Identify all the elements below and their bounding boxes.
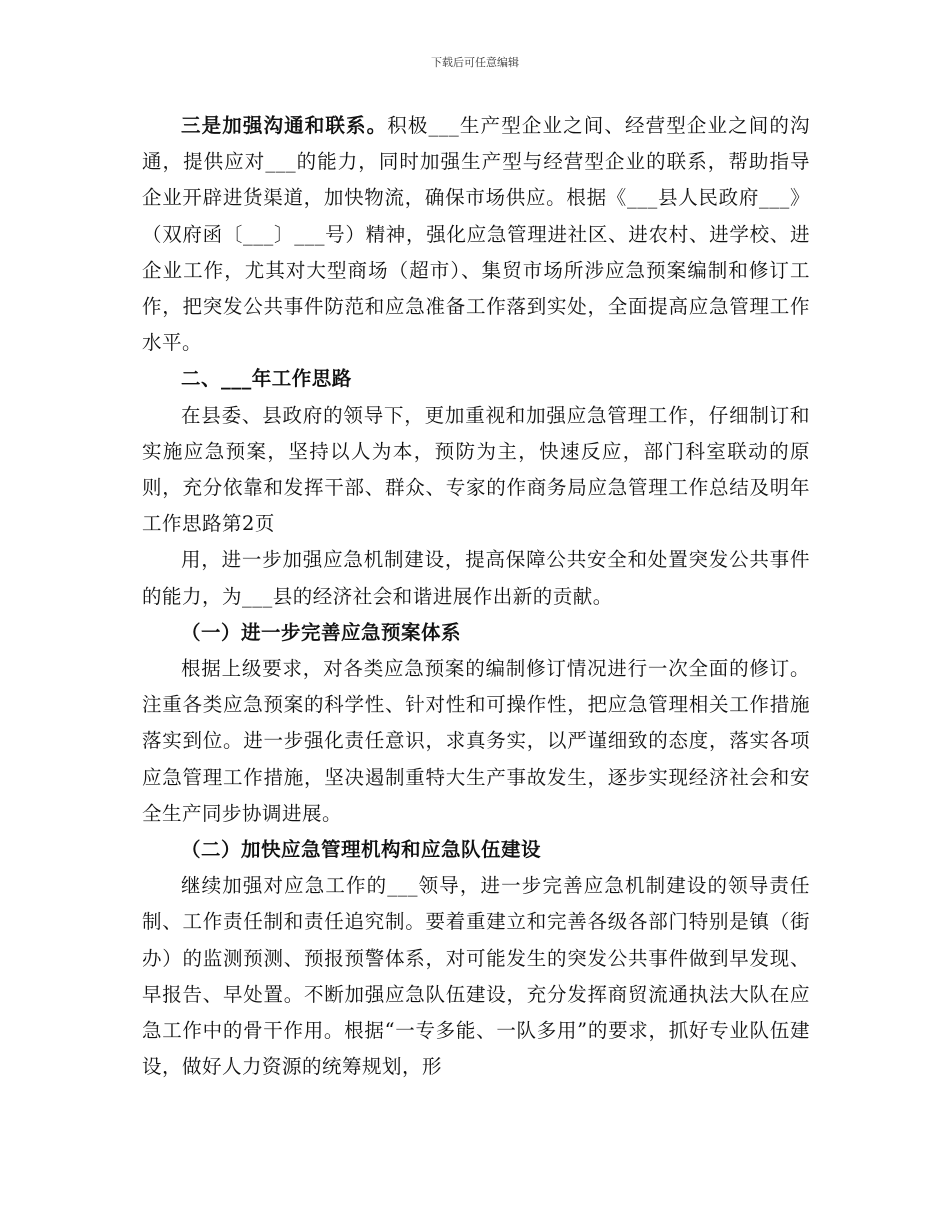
paragraph: 继续加强对应急工作的___领导，进一步完善应急机制建设的领导责任制、工作责任制和责任追究制。要着重建立和完善各级各部门特别是镇（街办）的监测预测、预报预警体系，对可能发生的突发公共事件做到早发现、早报告、早处置。不断加强应急队伍建设，充分发挥商贸流通执法大队在应急工作中的骨干作用。根据“一专多能、一队多用”的要求，抓好专业队伍建设，做好人力资源的统筹规划，形: [142, 874, 810, 1079]
paragraph-lead: 三是加强沟通和联系。: [181, 114, 388, 137]
section-heading: 二、___年工作思路: [181, 367, 352, 391]
paragraph: 根据上级要求，对各类应急预案的编制修订情况进行一次全面的修订。注重各类应急预案的科学性、针对性和可操作性，把应急管理相关工作措施落实到位。进一步强化责任意识，求真务实，以严谨细致的态度，落实各项应急管理工作措施，坚决遏制重特大生产事故发生，逐步实现经济社会和安全生产同步协调进展。: [142, 657, 810, 825]
paragraph: 用，进一步加强应急机制建设，提高保障公共安全和处置突发公共事件的能力，为___县的经济社会和谐进展作出新的贡献。: [142, 548, 810, 608]
page-header: 下载后可任意编辑: [431, 56, 519, 69]
document-body: [142, 108, 810, 1085]
paragraph: [142, 108, 810, 361]
subsection-heading: （一）进一步完善应急预案体系: [181, 620, 462, 644]
paragraph: 在县委、县政府的领导下，更加重视和加强应急管理工作，仔细制订和实施应急预案，坚持以人为本，预防为主，快速反应，部门科室联动的原则，充分依靠和发挥干部、群众、专家的作商务局应急管理工作总结及明年工作思路第2页: [142, 403, 810, 536]
subsection-heading: （二）加快应急管理机构和应急队伍建设: [181, 838, 542, 862]
paragraph-text: 积极___生产型企业之间、经营型企业之间的沟通，提供应对___的能力，同时加强生产型与经营型企业的联系，帮助指导企业开辟进货渠道，加快物流，确保市场供应。根据《___县人民政府___》（双府函〔___〕___号）精神，强化应急管理进社区、进农村、进学校、进企业工作，尤其对大型商场（超市）、集贸市场所涉应急预案编制和修订工作，把突发公共事件防范和应急准备工作落到实处，全面提高应急管理工作水平。: [142, 114, 810, 355]
